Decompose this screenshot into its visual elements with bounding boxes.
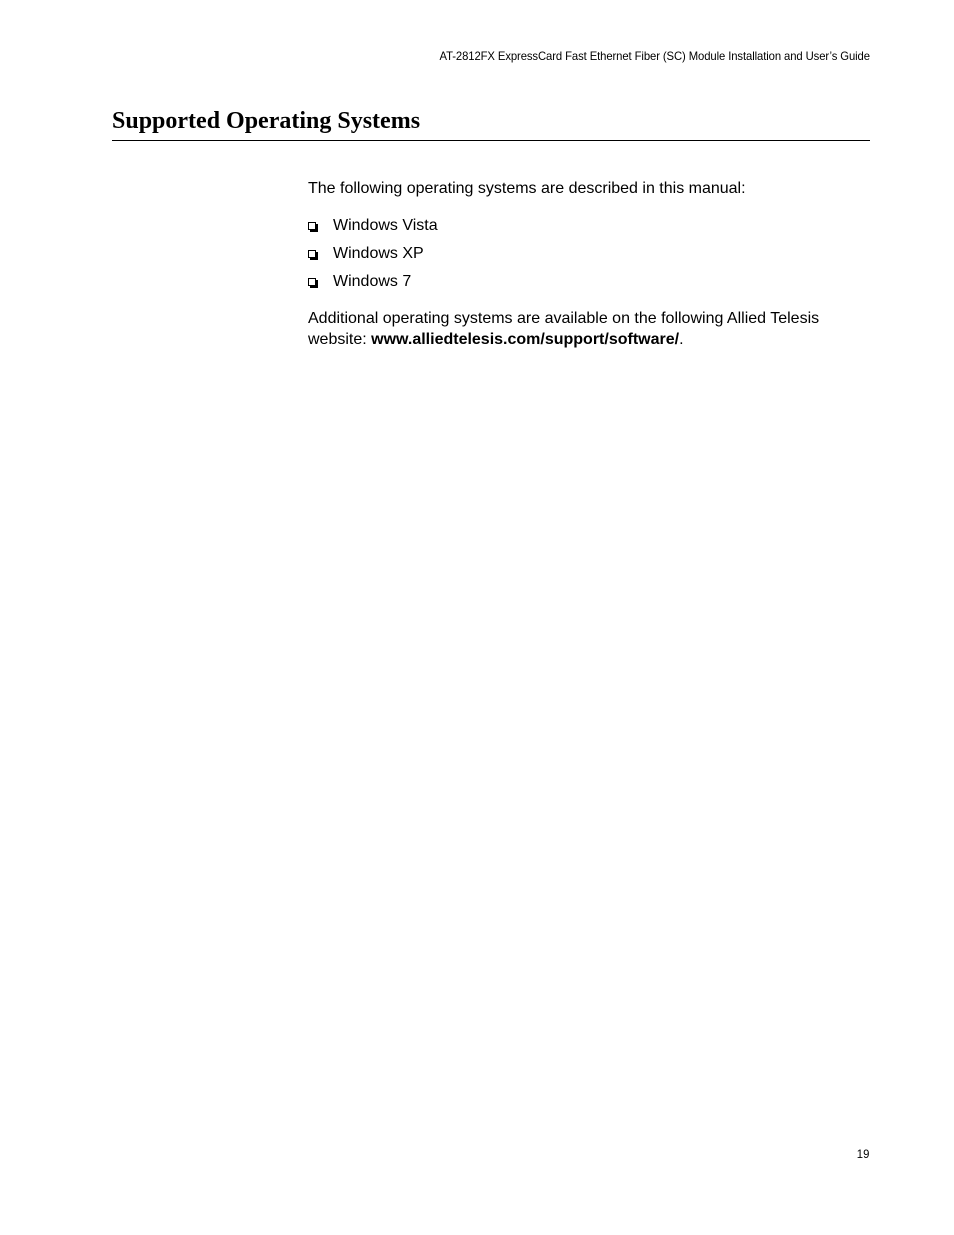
additional-paragraph <box>308 308 870 350</box>
website-link[interactable]: www.alliedtelesis.com/support/software/ <box>371 331 680 348</box>
os-list <box>308 215 438 299</box>
os-name: Windows XP <box>333 245 424 262</box>
os-name: Windows 7 <box>333 273 412 290</box>
hollow-square-bullet-icon <box>308 250 316 258</box>
page-number: 19 <box>856 1147 869 1161</box>
list-item <box>308 271 438 299</box>
hollow-square-bullet-icon <box>308 222 316 230</box>
list-item <box>308 243 438 271</box>
sentence-end: . <box>679 331 684 348</box>
intro-paragraph: The following operating systems are described in this manual: <box>308 180 746 197</box>
title-rule <box>112 140 870 141</box>
section-title: Supported Operating Systems <box>112 108 421 134</box>
additional-text: Additional operating systems are available on the following Allied Telesis website: <box>308 310 820 348</box>
list-item <box>308 215 438 243</box>
running-header: AT-2812FX ExpressCard Fast Ethernet Fiber (SC) Module Installation and User’s Guide <box>439 49 870 63</box>
hollow-square-bullet-icon <box>308 278 316 286</box>
os-name: Windows Vista <box>333 217 438 234</box>
